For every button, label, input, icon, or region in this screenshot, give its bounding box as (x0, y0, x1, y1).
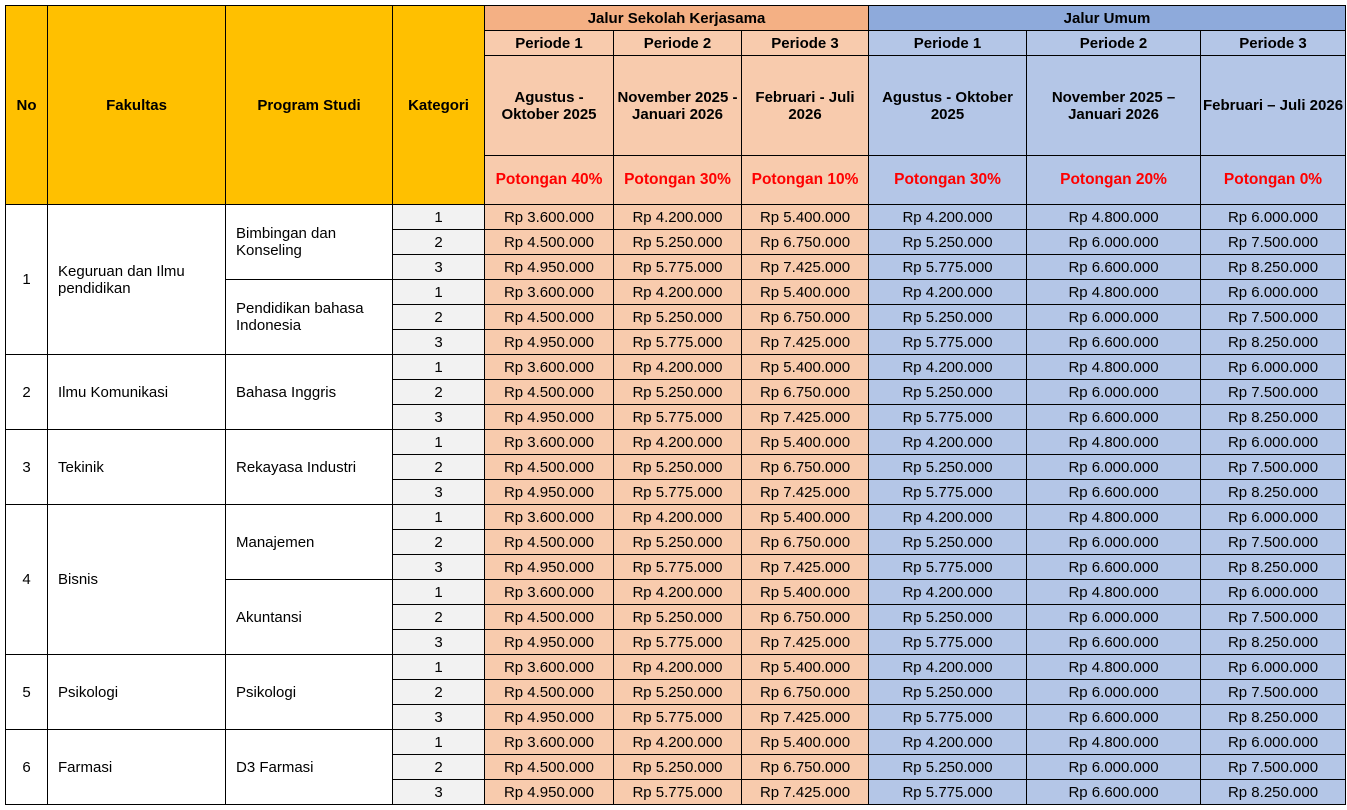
table-row (6, 430, 1346, 455)
header-program-studi: Program Studi (226, 6, 393, 205)
faculty-name: Farmasi (48, 730, 226, 805)
price-cell: Rp 8.250.000 (1201, 780, 1346, 805)
kategori-cell: 1 (393, 505, 485, 530)
period-label: Periode 2 (614, 31, 742, 56)
kategori-cell: 1 (393, 730, 485, 755)
price-cell: Rp 4.200.000 (614, 580, 742, 605)
program-name: Psikologi (226, 655, 393, 730)
price-cell: Rp 4.500.000 (485, 230, 614, 255)
price-cell: Rp 4.800.000 (1027, 205, 1201, 230)
price-cell: Rp 7.500.000 (1201, 230, 1346, 255)
price-cell: Rp 5.400.000 (742, 655, 869, 680)
price-cell: Rp 5.250.000 (869, 230, 1027, 255)
price-cell: Rp 8.250.000 (1201, 705, 1346, 730)
period-label: Periode 1 (869, 31, 1027, 56)
price-cell: Rp 3.600.000 (485, 280, 614, 305)
price-cell: Rp 4.950.000 (485, 255, 614, 280)
price-cell: Rp 5.775.000 (614, 555, 742, 580)
price-cell: Rp 7.425.000 (742, 255, 869, 280)
price-cell: Rp 5.775.000 (614, 405, 742, 430)
price-cell: Rp 4.500.000 (485, 530, 614, 555)
price-cell: Rp 6.600.000 (1027, 405, 1201, 430)
price-cell: Rp 4.950.000 (485, 780, 614, 805)
price-cell: Rp 4.950.000 (485, 555, 614, 580)
price-cell: Rp 8.250.000 (1201, 630, 1346, 655)
price-cell: Rp 4.200.000 (869, 430, 1027, 455)
price-cell: Rp 4.800.000 (1027, 730, 1201, 755)
faculty-no: 4 (6, 505, 48, 655)
kategori-cell: 1 (393, 205, 485, 230)
price-cell: Rp 5.400.000 (742, 580, 869, 605)
price-cell: Rp 4.950.000 (485, 480, 614, 505)
price-cell: Rp 7.425.000 (742, 480, 869, 505)
price-cell: Rp 7.500.000 (1201, 605, 1346, 630)
price-cell: Rp 4.950.000 (485, 630, 614, 655)
faculty-no: 5 (6, 655, 48, 730)
program-name: Pendidikan bahasa Indonesia (226, 280, 393, 355)
price-cell: Rp 6.750.000 (742, 455, 869, 480)
price-cell: Rp 6.000.000 (1201, 730, 1346, 755)
price-cell: Rp 3.600.000 (485, 655, 614, 680)
period-discount: Potongan 10% (742, 156, 869, 205)
price-cell: Rp 5.775.000 (614, 480, 742, 505)
price-cell: Rp 6.000.000 (1201, 355, 1346, 380)
table-row (6, 355, 1346, 380)
price-cell: Rp 5.775.000 (869, 480, 1027, 505)
price-cell: Rp 5.250.000 (869, 455, 1027, 480)
price-cell: Rp 7.425.000 (742, 555, 869, 580)
price-cell: Rp 5.250.000 (614, 605, 742, 630)
price-cell: Rp 4.500.000 (485, 455, 614, 480)
price-cell: Rp 6.000.000 (1027, 305, 1201, 330)
program-name: Bimbingan dan Konseling (226, 205, 393, 280)
price-cell: Rp 5.775.000 (614, 330, 742, 355)
price-cell: Rp 7.500.000 (1201, 455, 1346, 480)
price-cell: Rp 5.250.000 (869, 380, 1027, 405)
price-cell: Rp 8.250.000 (1201, 555, 1346, 580)
price-cell: Rp 6.600.000 (1027, 255, 1201, 280)
period-discount: Potongan 20% (1027, 156, 1201, 205)
kategori-cell: 3 (393, 405, 485, 430)
kategori-cell: 2 (393, 680, 485, 705)
price-cell: Rp 4.200.000 (869, 505, 1027, 530)
price-cell: Rp 5.775.000 (869, 780, 1027, 805)
price-cell: Rp 6.000.000 (1201, 655, 1346, 680)
period-label: Periode 3 (742, 31, 869, 56)
price-cell: Rp 7.500.000 (1201, 530, 1346, 555)
price-cell: Rp 5.775.000 (614, 705, 742, 730)
price-cell: Rp 6.600.000 (1027, 780, 1201, 805)
price-cell: Rp 6.000.000 (1027, 605, 1201, 630)
faculty-no: 6 (6, 730, 48, 805)
price-cell: Rp 8.250.000 (1201, 480, 1346, 505)
price-cell: Rp 4.950.000 (485, 705, 614, 730)
period-dates: November 2025 – Januari 2026 (1027, 56, 1201, 156)
price-cell: Rp 4.500.000 (485, 305, 614, 330)
price-cell: Rp 4.200.000 (869, 730, 1027, 755)
price-cell: Rp 5.250.000 (869, 605, 1027, 630)
header-kategori: Kategori (393, 6, 485, 205)
faculty-no: 2 (6, 355, 48, 430)
period-dates: Agustus - Oktober 2025 (869, 56, 1027, 156)
program-name: Manajemen (226, 505, 393, 580)
price-cell: Rp 8.250.000 (1201, 255, 1346, 280)
kategori-cell: 1 (393, 355, 485, 380)
price-cell: Rp 8.250.000 (1201, 330, 1346, 355)
price-cell: Rp 6.000.000 (1201, 280, 1346, 305)
price-cell: Rp 4.200.000 (614, 205, 742, 230)
price-cell: Rp 4.500.000 (485, 755, 614, 780)
price-cell: Rp 6.750.000 (742, 605, 869, 630)
kategori-cell: 3 (393, 480, 485, 505)
price-cell: Rp 3.600.000 (485, 355, 614, 380)
price-cell: Rp 5.775.000 (869, 555, 1027, 580)
price-cell: Rp 5.250.000 (614, 455, 742, 480)
price-cell: Rp 6.000.000 (1027, 455, 1201, 480)
period-dates: November 2025 - Januari 2026 (614, 56, 742, 156)
price-cell: Rp 3.600.000 (485, 730, 614, 755)
price-cell: Rp 7.425.000 (742, 330, 869, 355)
price-cell: Rp 4.500.000 (485, 680, 614, 705)
price-cell: Rp 4.950.000 (485, 405, 614, 430)
price-cell: Rp 4.200.000 (614, 355, 742, 380)
price-cell: Rp 6.750.000 (742, 305, 869, 330)
price-cell: Rp 5.250.000 (614, 530, 742, 555)
price-cell: Rp 5.400.000 (742, 730, 869, 755)
kategori-cell: 1 (393, 655, 485, 680)
price-cell: Rp 4.200.000 (869, 280, 1027, 305)
kategori-cell: 3 (393, 705, 485, 730)
period-label: Periode 2 (1027, 31, 1201, 56)
price-cell: Rp 4.800.000 (1027, 280, 1201, 305)
price-cell: Rp 6.000.000 (1201, 430, 1346, 455)
faculty-name: Psikologi (48, 655, 226, 730)
price-cell: Rp 5.775.000 (869, 330, 1027, 355)
period-dates: Agustus - Oktober 2025 (485, 56, 614, 156)
kategori-cell: 3 (393, 330, 485, 355)
price-cell: Rp 3.600.000 (485, 205, 614, 230)
price-cell: Rp 6.000.000 (1201, 580, 1346, 605)
price-cell: Rp 6.600.000 (1027, 330, 1201, 355)
table-row (6, 505, 1346, 530)
group-title-jalur-umum: Jalur Umum (869, 6, 1346, 31)
price-cell: Rp 4.950.000 (485, 330, 614, 355)
period-label: Periode 1 (485, 31, 614, 56)
tuition-table (5, 5, 1346, 805)
price-cell: Rp 4.800.000 (1027, 355, 1201, 380)
price-cell: Rp 6.000.000 (1027, 680, 1201, 705)
price-cell: Rp 4.800.000 (1027, 580, 1201, 605)
price-cell: Rp 5.775.000 (614, 630, 742, 655)
price-cell: Rp 6.600.000 (1027, 630, 1201, 655)
price-cell: Rp 4.200.000 (614, 730, 742, 755)
period-label: Periode 3 (1201, 31, 1346, 56)
price-cell: Rp 4.200.000 (869, 205, 1027, 230)
price-cell: Rp 5.250.000 (614, 230, 742, 255)
group-title-sekolah-kerjasama: Jalur Sekolah Kerjasama (485, 6, 869, 31)
faculty-name: Ilmu Komunikasi (48, 355, 226, 430)
program-name: Bahasa Inggris (226, 355, 393, 430)
faculty-no: 3 (6, 430, 48, 505)
kategori-cell: 1 (393, 280, 485, 305)
price-cell: Rp 7.425.000 (742, 780, 869, 805)
price-cell: Rp 5.250.000 (614, 680, 742, 705)
period-discount: Potongan 0% (1201, 156, 1346, 205)
program-name: D3 Farmasi (226, 730, 393, 805)
price-cell: Rp 8.250.000 (1201, 405, 1346, 430)
header-fakultas: Fakultas (48, 6, 226, 205)
price-cell: Rp 4.800.000 (1027, 655, 1201, 680)
price-cell: Rp 6.000.000 (1201, 505, 1346, 530)
price-cell: Rp 5.775.000 (614, 780, 742, 805)
price-cell: Rp 5.250.000 (869, 755, 1027, 780)
table-row (6, 730, 1346, 755)
price-cell: Rp 7.425.000 (742, 630, 869, 655)
kategori-cell: 2 (393, 305, 485, 330)
price-cell: Rp 5.775.000 (869, 405, 1027, 430)
kategori-cell: 2 (393, 755, 485, 780)
kategori-cell: 2 (393, 605, 485, 630)
price-cell: Rp 6.600.000 (1027, 555, 1201, 580)
table-row (6, 205, 1346, 230)
price-cell: Rp 5.400.000 (742, 430, 869, 455)
price-cell: Rp 7.500.000 (1201, 305, 1346, 330)
table-row (6, 655, 1346, 680)
price-cell: Rp 3.600.000 (485, 580, 614, 605)
kategori-cell: 2 (393, 380, 485, 405)
price-cell: Rp 6.000.000 (1027, 230, 1201, 255)
price-cell: Rp 4.200.000 (869, 580, 1027, 605)
price-cell: Rp 6.000.000 (1027, 755, 1201, 780)
price-cell: Rp 4.200.000 (869, 655, 1027, 680)
price-cell: Rp 5.400.000 (742, 205, 869, 230)
price-cell: Rp 5.250.000 (869, 530, 1027, 555)
price-cell: Rp 5.250.000 (614, 305, 742, 330)
kategori-cell: 2 (393, 230, 485, 255)
price-cell: Rp 4.200.000 (869, 355, 1027, 380)
program-name: Rekayasa Industri (226, 430, 393, 505)
price-cell: Rp 7.500.000 (1201, 755, 1346, 780)
price-cell: Rp 5.400.000 (742, 355, 869, 380)
faculty-name: Bisnis (48, 505, 226, 655)
price-cell: Rp 5.250.000 (869, 305, 1027, 330)
price-cell: Rp 6.600.000 (1027, 705, 1201, 730)
price-cell: Rp 4.200.000 (614, 505, 742, 530)
price-cell: Rp 3.600.000 (485, 505, 614, 530)
faculty-no: 1 (6, 205, 48, 355)
kategori-cell: 2 (393, 530, 485, 555)
price-cell: Rp 6.750.000 (742, 230, 869, 255)
price-cell: Rp 6.750.000 (742, 530, 869, 555)
program-name: Akuntansi (226, 580, 393, 655)
price-cell: Rp 6.000.000 (1027, 530, 1201, 555)
price-cell: Rp 6.000.000 (1027, 380, 1201, 405)
price-cell: Rp 4.200.000 (614, 280, 742, 305)
price-cell: Rp 5.400.000 (742, 280, 869, 305)
period-dates: Februari – Juli 2026 (1201, 56, 1346, 156)
price-cell: Rp 5.775.000 (614, 255, 742, 280)
kategori-cell: 1 (393, 580, 485, 605)
kategori-cell: 3 (393, 780, 485, 805)
period-discount: Potongan 30% (614, 156, 742, 205)
price-cell: Rp 6.600.000 (1027, 480, 1201, 505)
price-cell: Rp 4.800.000 (1027, 505, 1201, 530)
price-cell: Rp 5.775.000 (869, 705, 1027, 730)
faculty-name: Keguruan dan Ilmu pendidikan (48, 205, 226, 355)
period-discount: Potongan 40% (485, 156, 614, 205)
price-cell: Rp 4.200.000 (614, 430, 742, 455)
price-cell: Rp 6.750.000 (742, 680, 869, 705)
price-cell: Rp 4.500.000 (485, 605, 614, 630)
price-cell: Rp 6.750.000 (742, 380, 869, 405)
period-dates: Februari - Juli 2026 (742, 56, 869, 156)
price-cell: Rp 4.200.000 (614, 655, 742, 680)
price-cell: Rp 5.250.000 (869, 680, 1027, 705)
kategori-cell: 3 (393, 255, 485, 280)
price-cell: Rp 4.800.000 (1027, 430, 1201, 455)
kategori-cell: 2 (393, 455, 485, 480)
price-cell: Rp 7.425.000 (742, 405, 869, 430)
faculty-name: Tekinik (48, 430, 226, 505)
price-cell: Rp 4.500.000 (485, 380, 614, 405)
price-cell: Rp 5.775.000 (869, 630, 1027, 655)
header-no: No (6, 6, 48, 205)
price-cell: Rp 5.250.000 (614, 755, 742, 780)
price-cell: Rp 7.425.000 (742, 705, 869, 730)
price-cell: Rp 7.500.000 (1201, 380, 1346, 405)
price-cell: Rp 3.600.000 (485, 430, 614, 455)
kategori-cell: 3 (393, 555, 485, 580)
price-cell: Rp 5.400.000 (742, 505, 869, 530)
kategori-cell: 1 (393, 430, 485, 455)
price-cell: Rp 7.500.000 (1201, 680, 1346, 705)
period-discount: Potongan 30% (869, 156, 1027, 205)
price-cell: Rp 6.000.000 (1201, 205, 1346, 230)
price-cell: Rp 6.750.000 (742, 755, 869, 780)
kategori-cell: 3 (393, 630, 485, 655)
price-cell: Rp 5.250.000 (614, 380, 742, 405)
price-cell: Rp 5.775.000 (869, 255, 1027, 280)
